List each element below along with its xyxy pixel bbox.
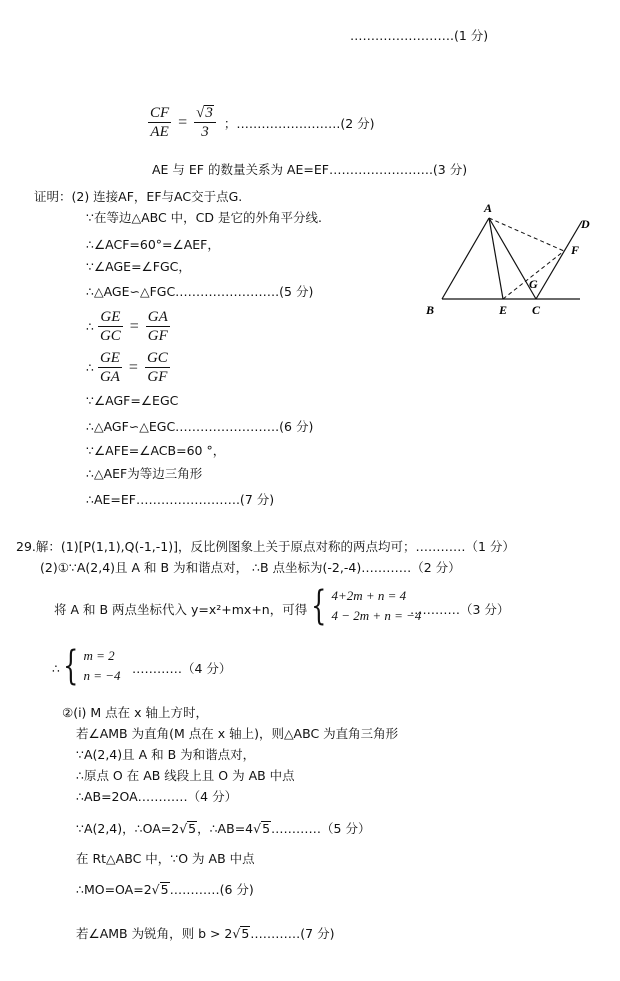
side-ab [442,218,489,299]
q29-line: 在 Rt△ABC 中，∵O 为 AB 中点 [76,851,255,866]
proof-line: ∵∠AGF=∠EGC [86,393,179,408]
q29-line: ∴原点 O 在 AB 线段上且 O 为 AB 中点 [76,768,295,783]
numerator: GC [146,350,168,366]
equation-row: m = 2 [83,648,115,663]
equation-system-2 [58,643,121,689]
label-f: F [571,243,580,257]
q29-line: 29.解：(1)[P(1,1),Q(-1,-1)]，反比例图象上关于原点对称的两点均可；…………（1 分） [16,539,515,554]
fraction [145,349,170,386]
label-a: A [484,201,493,215]
proof-line: ∴∠ACF=60°=∠AEF， [86,237,220,252]
score-4: …………（4 分） [132,661,232,676]
equals-sign: = [128,358,138,376]
label-g: G [529,277,538,291]
score-6: …………(6 分) [169,882,254,897]
brace-symbol: { [63,643,79,689]
denominator: GF [147,328,168,344]
denominator: GC [99,328,121,344]
ratio-equation [148,104,375,141]
text-part: ∴MO=OA=2 [76,882,152,897]
numerator: GE [99,350,120,366]
text-part: 若∠AMB 为锐角，则 b > 2 [76,926,233,941]
proof-line: ∴△AGF∽△EGC…………………….(6 分) [86,419,314,434]
q29-line-sqrt: ∵A(2,4)，∴OA=2√5，∴AB=4√5…………（5 分） [76,821,371,836]
radicand-5: 5 [241,926,250,941]
numerator-root3: √3 [194,104,216,123]
denominator: GF [147,369,168,385]
label-d: D [581,217,590,231]
label-c: C [532,303,541,317]
q29-line: ②(ⅰ) M 点在 x 轴上方时， [62,705,209,720]
q29-line: (2)①∵A(2,4)且 A 和 B 为和谐点对， ∴B 点坐标为(-2,-4)…………（2 分） [40,560,461,575]
numerator-cf: CF [150,105,170,121]
score-7: …………(7 分) [250,926,335,941]
q29-line: 若∠AMB 为直角(M 点在 x 轴上)，则△ABC 为直角三角形 [76,726,399,741]
equation-system-1 [306,583,422,629]
score-line-2: ；…………………….(2 分) [223,115,375,131]
q29-line: ∴AB=2OA…………（4 分） [76,789,238,804]
therefore-symbol: ∴ [86,360,94,375]
radicand-3: 3 [205,105,213,121]
denominator-3: 3 [201,124,209,140]
segment-af [489,218,564,251]
score-5: …………（5 分） [271,821,371,836]
equation-row: 4 − 2m + n = −4 [331,608,422,623]
numerator: GE [98,308,123,327]
equals-sign: = [178,113,188,131]
label-e: E [499,303,508,317]
proof-line: ∴△AEF为等边三角形 [86,466,203,481]
system-rows [83,646,120,686]
proof-heading: 证明：(2) 连接AF，EF与AC交于点G. [34,189,243,204]
equals-sign: = [129,317,139,335]
text-part: ∵A(2,4)，∴OA=2 [76,821,180,836]
q29-line-sqrt: ∴MO=OA=2√5…………(6 分) [76,882,254,897]
therefore-symbol: ∴ [86,319,94,334]
radicand-5: 5 [160,882,169,897]
q29-line: ∵A(2,4)且 A 和 B 为和谐点对， [76,747,256,762]
text-part: ，∴AB=4 [197,821,254,836]
equation-row: n = −4 [83,668,121,683]
score-line-1: …………………….(1 分) [350,28,489,43]
therefore-symbol: ∴ [52,661,60,676]
denominator: GA [99,369,120,385]
proof-line: ∵∠AFE=∠ACB=60 °， [86,443,226,458]
proof-line: ∵∠AGE=∠FGC， [86,259,191,274]
radicand-5: 5 [188,821,197,836]
label-b: B [426,303,435,317]
fraction [98,308,123,345]
proof-line: ∴△AGE∽△FGC…………………….(5 分) [86,284,314,299]
ratio-ge-gc [86,308,170,345]
ray-cd [536,221,582,299]
ratio-ge-ga [86,349,170,386]
score-3: …………（3 分） [410,602,510,617]
system-rows [331,586,421,626]
fraction [98,349,122,386]
relation-line: AE 与 EF 的数量关系为 AE=EF…………………….(3 分) [152,162,468,177]
numerator: GA [147,309,168,325]
q29-line: 将 A 和 B 两点坐标代入 y=x²+mx+n，可得 [54,602,308,617]
fraction-cf-ae [148,104,171,141]
proof-line: ∵在等边△ABC 中，CD 是它的外角平分线. [86,210,322,225]
brace-symbol: { [311,583,327,629]
fraction [146,308,170,345]
q29-line-sqrt: 若∠AMB 为锐角，则 b > 2√5…………(7 分) [76,926,335,941]
triangle-figure [418,196,604,326]
denominator-ae: AE [150,124,169,140]
proof-line: ∴AE=EF…………………….(7 分) [86,492,275,507]
fraction-root3-3 [194,104,216,141]
equation-row: 4+2m + n = 4 [331,588,407,603]
radicand-5: 5 [262,821,271,836]
